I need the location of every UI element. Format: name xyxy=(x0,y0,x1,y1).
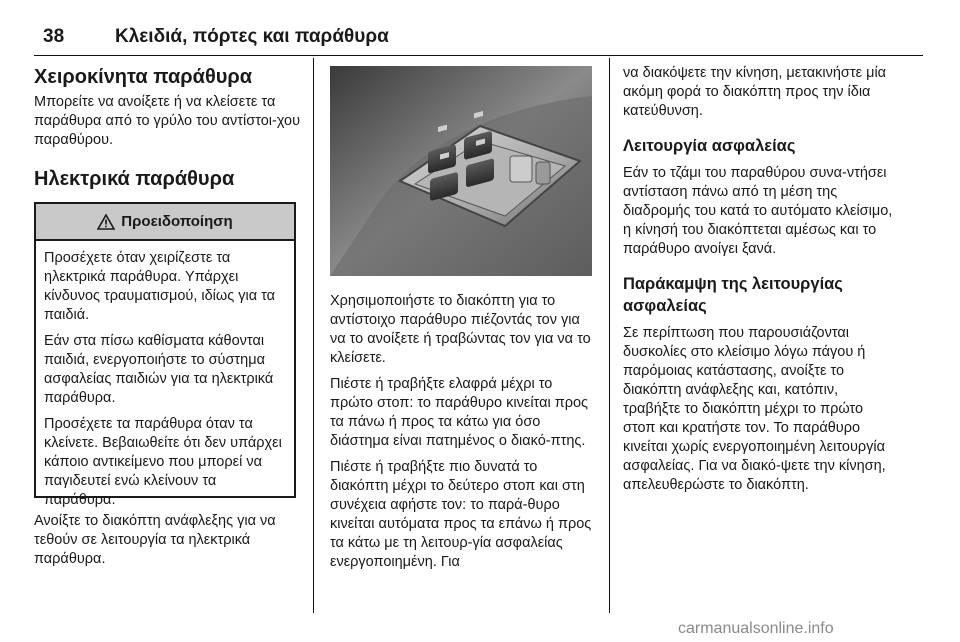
column-1-lower xyxy=(34,512,302,569)
warning-paragraph-1: Προσέχετε όταν χειρίζεστε τα ηλεκτρικά παράθυρα. Υπάρχει κίνδυνος τραυματισμού, ιδίως για τα παιδιά. xyxy=(44,250,276,323)
window-switch-panel-icon xyxy=(330,66,592,276)
manual-windows-text: Μπορείτε να ανοίξετε ή να κλείσετε τα παράθυρα από το γρύλο του αντίστοι-χου παραθύρου. xyxy=(34,94,301,148)
warning-paragraph-3: Προσέχετε τα παράθυρα όταν τα κλείνετε. Βεβαιωθείτε ότι δεν υπάρχει κάποιο αντικείμενο που μπορεί να παγιδευτεί ενώ κλείνουν τα παράθυρα. xyxy=(44,416,282,508)
heading-manual-windows: Χειροκίνητα παράθυρα xyxy=(34,66,253,88)
override-safety-text: Σε περίπτωση που παρουσιάζονται δυσκολίες στο κλείσιμο λόγω πάγου ή παρόμοιας κατάστασης, ανοίξτε το διακόπτη ανάφλεξης και, κατόπιν, τραβήξτε το διακόπτη μέχρι το πρώτο στοπ και κρατήστε τον. Το παράθυρο κινείται χωρίς ενεργοποιημένη λειτουργία ασφαλείας. Για να διακό-ψετε την κίνηση, απελευθερώστε το διακόπτη. xyxy=(623,325,886,493)
column-divider-2 xyxy=(609,58,610,613)
watermark-text: carmanualsonline.info xyxy=(678,620,834,637)
warning-paragraph-2: Εάν στα πίσω καθίσματα κάθονται παιδιά, ενεργοποιήστε το σύστημα ασφαλείας παιδιών για τα ηλεκτρικά παράθυρα. xyxy=(44,333,274,406)
warning-body xyxy=(36,241,294,510)
safety-function-text: Εάν το τζάμι του παραθύρου συνα-ντήσει αντίσταση πάνω από τη μέση της διαδρομής του κατά το αυτόματο κλείσιμο, η κίνησή του διακόπτεται αμέσως και το παράθυρο ανοίγει ξανά. xyxy=(623,165,893,257)
stop-motion-text: να διακόψετε την κίνηση, μετακινήστε μία ακόμη φορά το διακόπτη προς την ίδια κατεύθυνση. xyxy=(623,65,887,119)
heading-safety-function: Λειτουργία ασφαλείας xyxy=(623,137,796,155)
second-stop-text: Πιέστε ή τραβήξτε πιο δυνατά το διακόπτη μέχρι το δεύτερο στοπ και στη συνέχεια αφήστε τον: το παρά-θυρο κινείται αυτόματα προς τα επάνω ή προς τα κάτω με τη λειτουρ-γία ασφαλείας ενεργοποιημένη. Για xyxy=(330,459,592,570)
warning-header xyxy=(36,204,294,241)
column-1 xyxy=(34,64,302,192)
page-header xyxy=(0,0,960,58)
warning-box xyxy=(34,202,296,508)
switch-usage-text: Χρησιμοποιήστε το διακόπτη για το αντίστοιχο παράθυρο πιέζοντάς τον για να το ανοίξετε ή τραβώντας τον για να το κλείσετε. xyxy=(330,293,591,366)
column-divider-1 xyxy=(313,58,314,613)
running-title: Κλειδιά, πόρτες και παράθυρα xyxy=(115,26,389,47)
header-divider xyxy=(34,55,923,56)
heading-power-windows: Ηλεκτρικά παράθυρα xyxy=(34,168,235,190)
column-3 xyxy=(623,64,895,495)
first-stop-text: Πιέστε ή τραβήξτε ελαφρά μέχρι το πρώτο στοπ: το παράθυρο κινείται προς τα πάνω ή προς τα κάτω για όσο διάστημα είναι πατημένος ο διακό-πτης. xyxy=(330,376,589,449)
ignition-text: Ανοίξτε το διακόπτη ανάφλεξης για να τεθούν σε λειτουργία τα ηλεκτρικά παράθυρα. xyxy=(34,513,276,567)
window-switch-photo xyxy=(330,66,592,276)
heading-override-safety: Παράκαμψη της λειτουργίας ασφαλείας xyxy=(623,275,843,315)
column-2 xyxy=(330,292,598,572)
warning-triangle-icon xyxy=(97,214,115,230)
page-number: 38 xyxy=(43,26,65,47)
warning-title: Προειδοποίηση xyxy=(121,213,233,230)
